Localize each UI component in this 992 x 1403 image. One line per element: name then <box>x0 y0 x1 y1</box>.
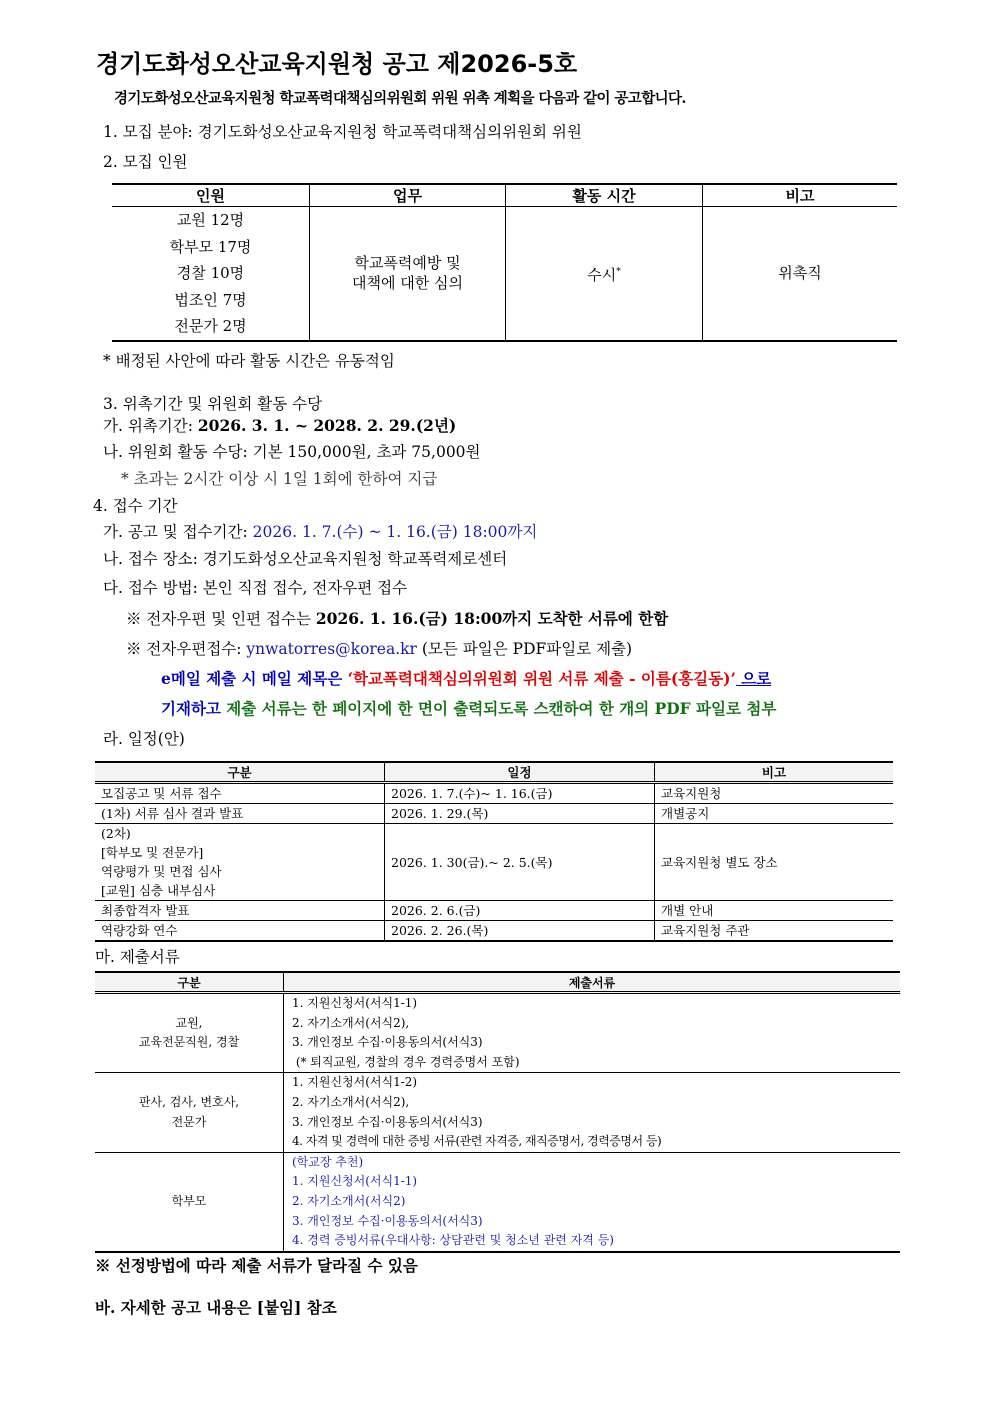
document-item: 2. 자기소개서(서식2), <box>292 1094 410 1109</box>
category <box>95 1073 284 1152</box>
term-value: 2026. 3. 1. ~ 2028. 2. 29.(2년) <box>197 416 457 435</box>
mail-instruction-line1 <box>161 667 771 689</box>
mail-text: 기재하고 <box>161 699 227 718</box>
time-value: 수시 <box>587 265 617 284</box>
document-item: 1. 지원신청서(서식1-1) <box>292 996 418 1010</box>
note: 교육지원청 <box>655 783 894 804</box>
header-item: 구분 <box>95 762 385 783</box>
note: 교육지원청 주관 <box>655 921 894 942</box>
mail-instruction-line2 <box>161 697 776 719</box>
date: 2026. 2. 6.(금) <box>385 901 655 921</box>
documents-note: ※ 선정방법에 따라 제출 서류가 달라질 수 있음 <box>95 1256 418 1275</box>
members-cell <box>112 207 310 341</box>
date: 2026. 1. 7.(수)~ 1. 16.(금) <box>385 783 655 804</box>
table-row <box>95 783 893 804</box>
item: (1차) 서류 심사 결과 발표 <box>95 804 385 824</box>
note-cell: 위촉직 <box>703 207 898 341</box>
term-label: 가. 위촉기간: <box>103 417 198 435</box>
deadline-note-label: ※ 전자우편 및 인편 접수는 <box>126 610 316 628</box>
document-item: 3. 개인정보 수집·이용동의서(서식3) <box>292 1035 483 1050</box>
mail-text: 으로 <box>735 669 772 688</box>
item <box>95 824 385 901</box>
table-row <box>95 824 893 901</box>
intro-text: 경기도화성오산교육지원청 학교폭력대책심의위원회 위원 위촉 계획을 다음과 같이 공고합니다. <box>114 90 686 107</box>
document-item: 3. 개인정보 수집·이용동의서(서식3) <box>292 1213 483 1228</box>
table-row <box>95 1073 900 1152</box>
header-duty: 업무 <box>310 184 506 207</box>
document-item: (* 퇴직교원, 경찰의 경우 경력증명서 포함) <box>292 1054 520 1069</box>
document-item: 1. 지원신청서(서식1-1) <box>292 1174 418 1189</box>
category-line: 교원, <box>175 1015 203 1030</box>
table-row <box>95 1152 900 1251</box>
header-date: 일정 <box>385 762 655 783</box>
note: 개별 안내 <box>655 901 894 921</box>
date: 2026. 1. 29.(목) <box>385 804 655 824</box>
table-row <box>95 921 893 942</box>
table-row <box>95 993 900 1073</box>
category <box>95 993 284 1073</box>
reference-note: 바. 자세한 공고 내용은 [붙임] 참조 <box>95 1298 337 1317</box>
header-category: 구분 <box>95 972 284 993</box>
date: 2026. 2. 26.(목) <box>385 921 655 942</box>
time-cell <box>506 207 703 341</box>
document-list <box>284 1152 901 1251</box>
deadline-note <box>126 607 668 629</box>
item-line: (2차) <box>101 826 131 841</box>
table-row <box>95 804 893 824</box>
category-line: 전문가 <box>171 1114 207 1129</box>
email-note-suffix: (모든 파일은 PDF파일로 제출) <box>416 640 633 658</box>
mail-attachment-instruction: 제출 서류는 한 페이지에 한 면이 출력되도록 스캔하여 한 개의 PDF 파일로 첨부 <box>226 699 777 718</box>
footnote: * 배정된 사안에 따라 활동 시간은 유동적임 <box>103 352 395 370</box>
recruit-table <box>112 183 897 342</box>
mail-subject-format: ‘학교폭력대책심의위원회 위원 서류 제출 - 이름(홍길동)’ <box>347 669 736 688</box>
item: 최종합격자 발표 <box>95 901 385 921</box>
schedule-heading: 라. 일정(안) <box>103 730 185 748</box>
section-2: 2. 모집 인원 <box>103 153 188 171</box>
document-item: 4. 경력 증빙서류(우대사항: 상담관련 및 청소년 관련 자격 등) <box>292 1233 614 1248</box>
duty-line: 학교폭력예방 및 <box>354 254 461 273</box>
header-note: 비고 <box>703 184 898 207</box>
document-item: (학교장 추천) <box>292 1154 364 1169</box>
header-documents: 제출서류 <box>284 972 901 993</box>
section-1: 1. 모집 분야: 경기도화성오산교육지원청 학교폭력대책심의위원회 위원 <box>103 123 582 141</box>
document-list <box>284 1073 901 1152</box>
document-item: 1. 지원신청서(서식1-2) <box>292 1075 418 1090</box>
allowance-line: 나. 위원회 활동 수당: 기본 150,000원, 초과 75,000원 <box>103 443 481 461</box>
member-count: 경찰 10명 <box>176 264 245 282</box>
place-line: 나. 접수 장소: 경기도화성오산교육지원청 학교폭력제로센터 <box>103 550 508 568</box>
table-row <box>95 901 893 921</box>
documents-heading: 마. 제출서류 <box>95 948 180 966</box>
member-count: 전문가 2명 <box>174 317 247 335</box>
duty-cell <box>310 207 506 341</box>
item: 모집공고 및 서류 접수 <box>95 783 385 804</box>
allowance-note: * 초과는 2시간 이상 시 1일 1회에 한하여 지급 <box>121 470 438 488</box>
note: 개별공지 <box>655 804 894 824</box>
member-count: 교원 12명 <box>176 211 245 229</box>
item-line: [교원] 심층 내부심사 <box>101 883 216 898</box>
header-time: 활동 시간 <box>506 184 703 207</box>
page-title: 경기도화성오산교육지원청 공고 제2026-5호 <box>96 50 578 78</box>
term-line <box>103 414 456 436</box>
email-link[interactable]: ynwatorres@korea.kr <box>246 640 417 658</box>
category: 학부모 <box>95 1152 284 1251</box>
email-label: ※ 전자우편접수: <box>126 640 247 658</box>
item-line: [학부모 및 전문가] <box>101 845 204 860</box>
document-item: 2. 자기소개서(서식2) <box>292 1193 406 1208</box>
period-value: 2026. 1. 7.(수) ~ 1. 16.(금) 18:00까지 <box>252 523 538 541</box>
category-line: 판사, 검사, 변호사, <box>138 1094 240 1109</box>
deadline-note-value: 2026. 1. 16.(금) 18:00까지 도착한 서류에 한함 <box>315 609 669 628</box>
time-footnote-mark: * <box>616 266 621 277</box>
member-count: 법조인 7명 <box>174 290 247 309</box>
document-list <box>284 993 901 1073</box>
item: 역량강화 연수 <box>95 921 385 942</box>
period-line <box>103 520 537 542</box>
mail-text: e메일 제출 시 메일 제목은 <box>161 669 348 688</box>
header-note: 비고 <box>655 762 894 783</box>
method-line: 다. 접수 방법: 본인 직접 접수, 전자우편 접수 <box>103 579 408 597</box>
document-item: 4. 자격 및 경력에 대한 증빙 서류(관련 자격증, 재직증명서, 경력증명서 등) <box>292 1134 662 1149</box>
email-note <box>126 637 632 659</box>
document-item: 2. 자기소개서(서식2), <box>292 1015 410 1030</box>
category-line: 교육전문직원, 경찰 <box>138 1035 240 1050</box>
section-3: 3. 위촉기간 및 위원회 활동 수당 <box>103 395 323 413</box>
schedule-table <box>95 761 893 942</box>
note: 교육지원청 별도 장소 <box>655 824 894 901</box>
header-members: 인원 <box>112 184 310 207</box>
duty-line: 대책에 대한 심의 <box>352 274 463 293</box>
item-line: 역량평가 및 면접 심사 <box>101 864 222 879</box>
section-4: 4. 접수 기간 <box>93 497 178 515</box>
date: 2026. 1. 30(금).~ 2. 5.(목) <box>385 824 655 901</box>
member-count: 학부모 17명 <box>169 237 252 256</box>
period-label: 가. 공고 및 접수기간: <box>103 523 253 541</box>
document-item: 3. 개인정보 수집·이용동의서(서식3) <box>292 1114 483 1129</box>
documents-table <box>95 971 900 1253</box>
